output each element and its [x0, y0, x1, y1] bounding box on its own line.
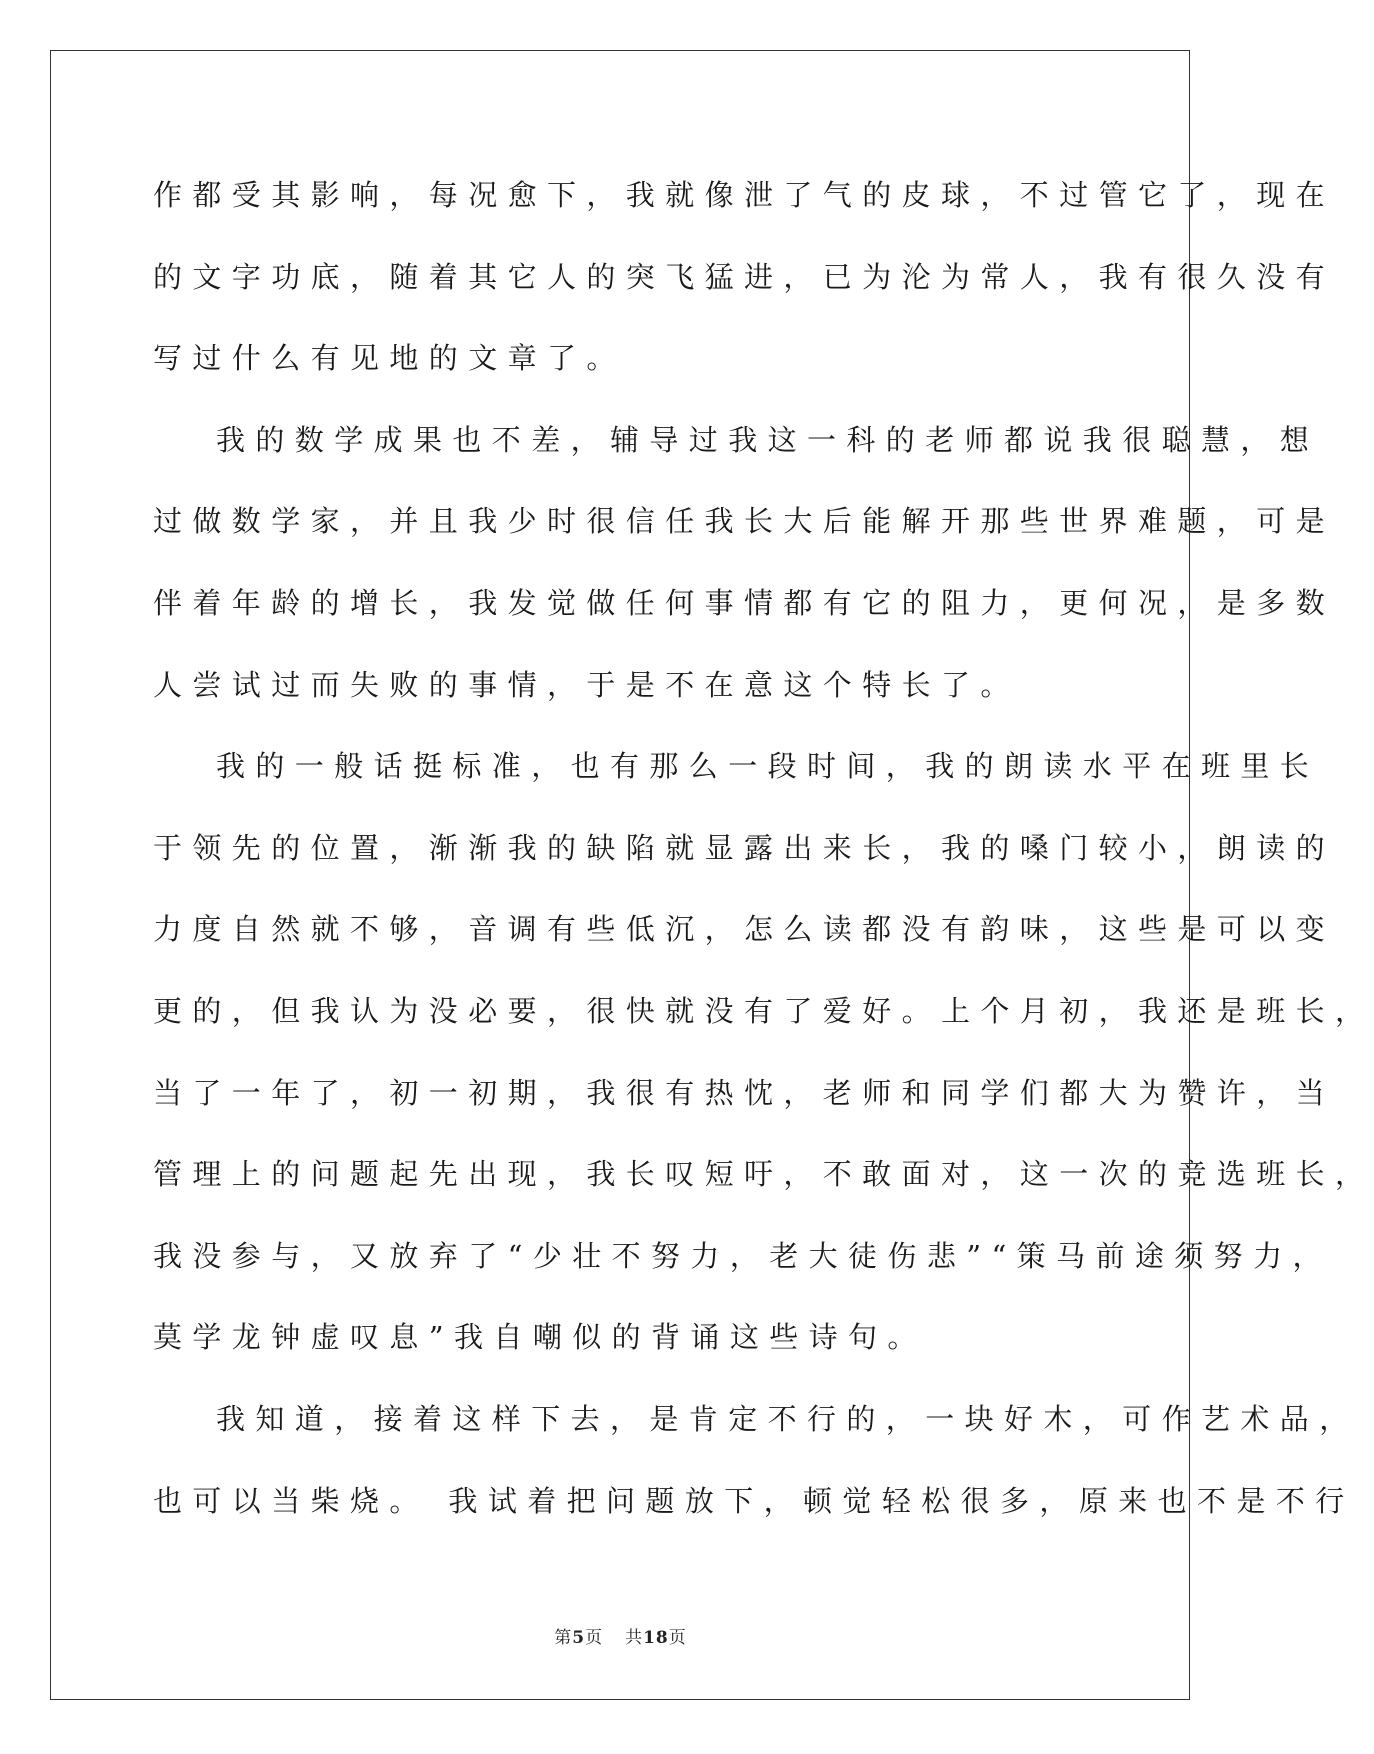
text-line: 也可以当柴烧。 我试着把问题放下，顿觉轻松很多，原来也不是不行 [153, 1483, 1355, 1518]
text-line: 我没参与，又放弃了“少壮不努力，老大徒伤悲”“策马前途须努力， [153, 1238, 1332, 1273]
text-line: 伴着年龄的增长，我发觉做任何事情都有它的阻力，更何况，是多数 [153, 585, 1336, 620]
text-line: 作都受其影响，每况愈下，我就像泄了气的皮球，不过管它了，现在 [153, 178, 1336, 212]
paragraph-first-line: 我的一般话挺标准，也有那么一段时间，我的朗读水平在班里长 [216, 749, 1320, 784]
total-prefix: 共 [625, 1628, 644, 1648]
paragraph-first-line: 我知道，接着这样下去，是肯定不行的，一块好木，可作艺术品， [216, 1401, 1359, 1436]
text-line: 于领先的位置，渐渐我的缺陷就显露出来长，我的嗓门较小，朗读的 [153, 830, 1336, 865]
page-number: 5 [572, 1628, 586, 1648]
text-line: 写过什么有见地的文章了。 [153, 341, 626, 376]
text-line: 管理上的问题起先出现，我长叹短吁，不敢面对，这一次的竞选班长， [153, 1157, 1374, 1192]
paragraph-first-line: 我的数学成果也不差，辅导过我这一科的老师都说我很聪慧，想 [216, 422, 1320, 457]
page-footer [0, 1623, 1241, 1648]
text-line: 莫学龙钟虚叹息”我自嘲似的背诵这些诗句。 [153, 1320, 927, 1355]
text-line: 力度自然就不够，音调有些低沉，怎么读都没有韵味，这些是可以变 [153, 912, 1336, 947]
total-pages: 18 [643, 1628, 669, 1648]
text-line: 更的，但我认为没必要，很快就没有了爱好。上个月初，我还是班长， [153, 993, 1374, 1028]
total-suffix: 页 [668, 1628, 687, 1648]
text-line: 的文字功底，随着其它人的突飞猛进，已为沦为常人，我有很久没有 [153, 259, 1336, 294]
text-line: 人尝试过而失败的事情，于是不在意这个特长了。 [153, 667, 1020, 702]
page-prefix: 第 [554, 1628, 573, 1648]
page-suffix: 页 [585, 1628, 604, 1648]
text-line: 当了一年了，初一初期，我很有热忱，老师和同学们都大为赞许，当 [153, 1075, 1336, 1110]
document-body [153, 160, 1374, 1547]
text-line: 过做数学家，并且我少时很信任我长大后能解开那些世界难题，可是 [153, 504, 1336, 539]
